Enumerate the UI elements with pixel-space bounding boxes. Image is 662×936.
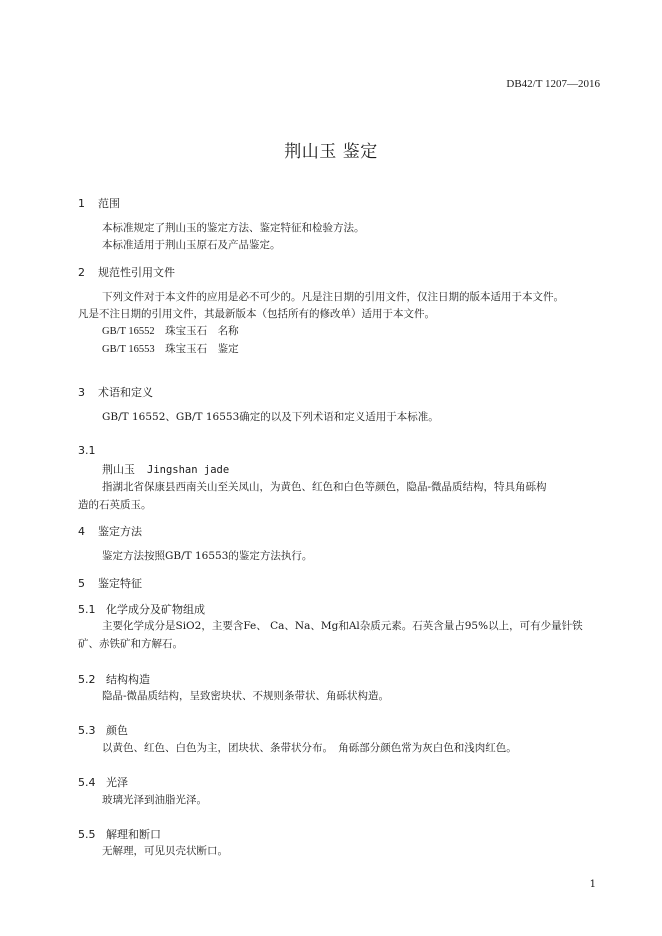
- paragraph: 无解理，可见贝壳状断口。: [102, 845, 228, 857]
- paragraph: 凡是不注日期的引用文件，其最新版本（包括所有的修改单）适用于本文件。: [78, 308, 435, 320]
- section-title: 范围: [98, 197, 120, 210]
- section-number: 5.3: [78, 724, 96, 737]
- definition: 造的石英质玉。: [78, 499, 152, 511]
- paragraph: 本标准适用于荆山玉原石及产品鉴定。: [102, 239, 281, 251]
- paragraph: 隐晶-微晶质结构，呈致密块状、不规则条带状、角砾状构造。: [102, 690, 390, 702]
- section-4-heading: [78, 523, 142, 539]
- paragraph: 主要化学成分是SiO2，主要含Fe、 Ca、Na、Mg和Al杂质元素。石英含量占95%以上，可有少量针铁: [102, 620, 583, 632]
- section-title: 鉴定方法: [98, 525, 142, 538]
- section-title: 结构构造: [106, 673, 150, 686]
- section-number: 5.2: [78, 673, 96, 686]
- section-title: 化学成分及矿物组成: [106, 603, 205, 616]
- reference-item: GB/T 16552 珠宝玉石 名称: [102, 326, 239, 337]
- section-5-2-heading: [78, 671, 150, 687]
- section-number: 5.4: [78, 776, 96, 789]
- definition: 指湖北省保康县西南关山至关凤山，为黄色、红色和白色等颜色，隐晶-微晶质结构，特具角砾构: [102, 481, 547, 493]
- paragraph: GB/T 16552、GB/T 16553确定的以及下列术语和定义适用于本标准。: [102, 411, 439, 423]
- section-number: 5: [78, 577, 85, 590]
- section-5-1-heading: [78, 601, 205, 617]
- section-number: 5.5: [78, 828, 96, 841]
- paragraph: 本标准规定了荆山玉的鉴定方法、鉴定特征和检验方法。: [102, 222, 365, 234]
- reference-item: GB/T 16553 珠宝玉石 鉴定: [102, 344, 239, 355]
- section-5-3-heading: [78, 722, 128, 738]
- section-title: 鉴定特征: [98, 577, 142, 590]
- paragraph: 玻璃光泽到油脂光泽。: [102, 794, 207, 806]
- standard-code: DB42/T 1207—2016: [506, 78, 600, 90]
- section-number: 5.1: [78, 603, 96, 616]
- section-number: 1: [78, 197, 85, 210]
- section-number: 2: [78, 266, 85, 279]
- section-title: 光泽: [106, 776, 128, 789]
- section-title: 解理和断口: [106, 828, 161, 841]
- term-english: Jingshan jade: [147, 464, 230, 476]
- section-number: 3: [78, 386, 85, 399]
- section-title: 颜色: [106, 724, 128, 737]
- clause-3-1-number: 3.1: [78, 444, 96, 457]
- term-chinese: 荆山玉: [102, 463, 135, 476]
- section-5-heading: [78, 575, 142, 591]
- section-5-5-heading: [78, 826, 161, 842]
- paragraph: 下列文件对于本文件的应用是必不可少的。凡是注日期的引用文件，仅注日期的版本适用于本文件。: [102, 291, 564, 303]
- paragraph: 鉴定方法按照GB/T 16553的鉴定方法执行。: [102, 550, 313, 562]
- page-number: 1: [589, 879, 596, 890]
- paragraph: 以黄色、红色、白色为主，团块状、条带状分布。 角砾部分颜色常为灰白色和浅肉红色。: [102, 742, 517, 754]
- section-number: 4: [78, 525, 85, 538]
- paragraph: 矿、赤铁矿和方解石。: [78, 638, 183, 650]
- term-entry: [102, 461, 229, 477]
- section-1-heading: [78, 195, 120, 211]
- document-title: 荆山玉 鉴定: [284, 142, 378, 162]
- section-3-heading: [78, 384, 153, 400]
- section-title: 术语和定义: [98, 386, 153, 399]
- section-5-4-heading: [78, 774, 128, 790]
- section-title: 规范性引用文件: [98, 266, 175, 279]
- section-2-heading: [78, 264, 175, 280]
